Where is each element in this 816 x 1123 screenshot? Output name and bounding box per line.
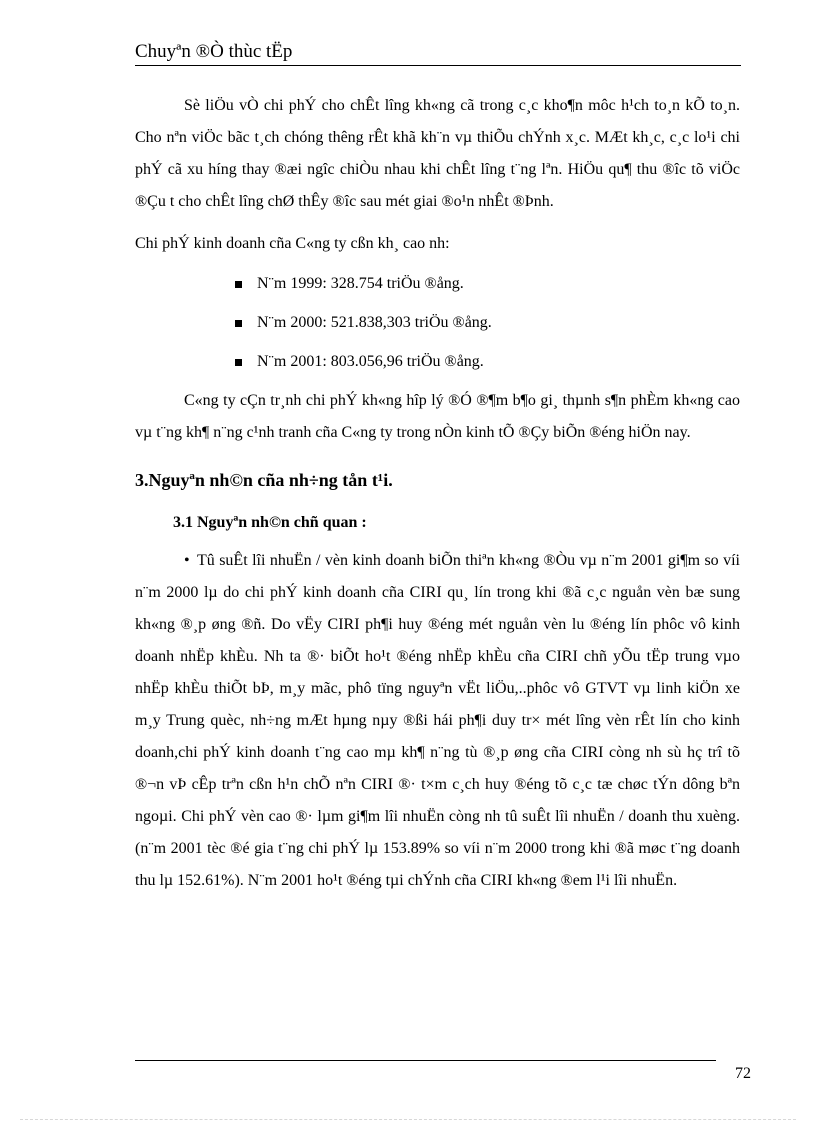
square-bullet-icon	[235, 281, 242, 288]
list-item-text: N¨m 2000: 521.838,303 triÖu ®ång.	[257, 314, 492, 331]
list-item	[235, 307, 740, 339]
paragraph-quality-cost: Sè liÖu vÒ chi phÝ cho chÊt lîng kh«ng cã trong c¸c kho¶n môc h¹ch to¸n kÕ to¸n. Cho nªn viÖc bãc t¸ch chóng thêng rÊt khã kh¨n vµ thiÕu chÝnh x¸c. MÆt kh¸c, c¸c lo¹i chi phÝ cã xu híng thay ®æi ngîc chiÒu nhau khi chÊt lîng t¨ng lªn. HiÖu qu¶ thu ®îc tõ viÖc ®Çu t cho chÊt lîng chØ thÊy ®îc sau mét giai ®o¹n nhÊt ®Þnh.	[135, 97, 740, 210]
list-item	[235, 268, 740, 300]
header-rule	[135, 65, 741, 66]
section-heading: 3.Nguyªn nh©n cña nh÷ng tån t¹i.	[135, 470, 393, 490]
subsection-heading: 3.1 Nguyªn nh©n chñ quan :	[173, 514, 367, 531]
square-bullet-icon	[235, 359, 242, 366]
footer-rule	[135, 1060, 716, 1061]
list-item-text: N¨m 1999: 328.754 triÖu ®ång.	[257, 275, 464, 292]
page-number: 72	[735, 1065, 751, 1082]
paragraph-subjective-causes-text: Tû suÊt lîi nhuËn / vèn kinh doanh biÕn thiªn kh«ng ®Òu vµ n¨m 2001 gi¶m so víi n¨m 2000 lµ do chi phÝ kinh doanh cña CIRI qu¸ lín trong khi ®ã c¸c nguån vèn bæ sung kh«ng ®¸p øng ®ñ. Do vËy CIRI ph¶i huy ®éng mét nguån vèn lu ®éng lín phôc vô kinh doanh nhËp khÈu. Nh ta ®· biÕt ho¹t ®éng nhËp khÈu cña CIRI chñ yÕu tËp trung vµo nhËp khÈu thiÕt bÞ, m¸y mãc, phô tïng nguyªn vËt liÖu,..phôc vô GTVT vµ linh kiÖn xe m¸y Trung quèc, nh÷ng mÆt hµng nµy ®ßi hái ph¶i duy tr× mét lîng vèn rÊt lín cho kinh doanh,chi phÝ kinh doanh t¨ng cao mµ kh¶ n¨ng tù ®¸p øng cña CIRI còng nh sù hç trî tõ ®¬n vÞ cÊp trªn cßn h¹n chÕ nªn CIRI ®· t×m c¸ch huy ®éng tõ c¸c tæ chøc tÝn dông bªn ngoµi. Chi phÝ vèn cao ®· lµm gi¶m lîi nhuËn còng nh tû suÊt lîi nhuËn / doanh thu xuèng. (n¨m 2001 tèc ®é gia t¨ng chi phÝ lµ 153.89% so víi n¨m 2000 trong khi ®ã møc t¨ng doanh thu lµ 152.61%). N¨m 2001 ho¹t ®éng tµi chÝnh cña CIRI kh«ng ®em l¹i lîi nhuËn.	[135, 552, 740, 889]
running-header-title: Chuyªn ®Ò thùc tËp	[135, 41, 293, 62]
list-item-text: N¨m 2001: 803.056,96 triÖu ®ång.	[257, 353, 484, 370]
round-bullet-icon: •	[184, 552, 190, 569]
list-item	[235, 346, 740, 378]
square-bullet-icon	[235, 320, 242, 327]
page-edge-divider	[20, 1119, 796, 1120]
cost-list	[135, 268, 740, 378]
paragraph-subjective-causes	[135, 545, 740, 897]
paragraph-business-cost-intro: Chi phÝ kinh doanh cña C«ng ty cßn kh¸ cao nh:	[135, 235, 450, 252]
page-content	[135, 90, 740, 897]
paragraph-cost-control: C«ng ty cÇn tr¸nh chi phÝ kh«ng hîp lý ®Ó ®¶m b¶o gi¸ thµnh s¶n phÈm kh«ng cao vµ t¨ng kh¶ n¨ng c¹nh tranh cña C«ng ty trong nÒn kinh tÕ ®Çy biÕn ®éng hiÖn nay.	[135, 392, 740, 441]
